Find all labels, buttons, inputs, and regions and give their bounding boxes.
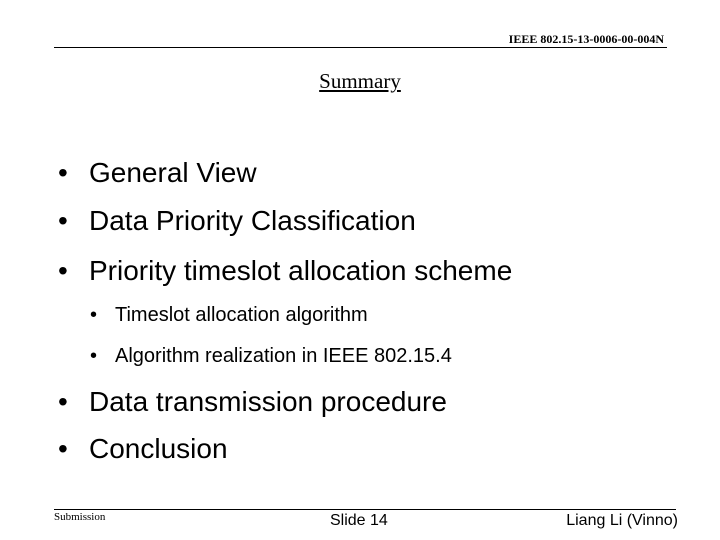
sub-bullet-item: [90, 303, 610, 327]
bullet-marker: •: [90, 304, 98, 326]
bullet-item: [58, 255, 658, 287]
bullet-marker: •: [58, 205, 68, 236]
sub-bullet-text: Algorithm realization in IEEE 802.15.4: [115, 345, 452, 367]
bullet-marker: •: [58, 433, 68, 464]
sub-bullet-text: Timeslot allocation algorithm: [115, 304, 368, 326]
bullet-text: Priority timeslot allocation scheme: [89, 255, 513, 286]
document-id: IEEE 802.15-13-0006-00-004N: [508, 32, 664, 46]
footer-submission: Submission: [54, 511, 106, 523]
bullet-item: [58, 157, 658, 189]
bullet-item: [58, 205, 658, 237]
footer-rule: [54, 509, 676, 510]
bullet-marker: •: [58, 157, 68, 188]
bullet-marker: •: [58, 386, 68, 417]
bullet-marker: •: [58, 255, 68, 286]
footer-author: Liang Li (Vinno): [566, 512, 678, 529]
bullet-marker: •: [90, 345, 98, 367]
bullet-text: Data transmission procedure: [89, 386, 447, 417]
bullet-item: [58, 386, 658, 418]
slide-title: Summary: [319, 69, 401, 93]
slide-number: Slide 14: [330, 512, 388, 529]
bullet-text: Data Priority Classification: [89, 205, 416, 236]
sub-bullet-item: [90, 344, 610, 368]
bullet-text: Conclusion: [89, 433, 228, 464]
bullet-item: [58, 433, 658, 465]
bullet-text: General View: [89, 157, 257, 188]
